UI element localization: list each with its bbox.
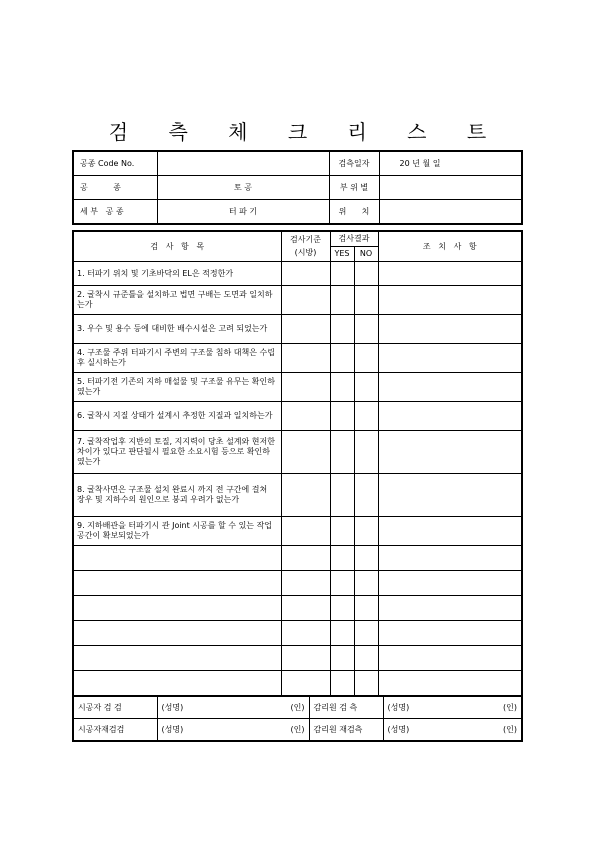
info-row-code [73,151,522,176]
no-cell[interactable] [354,474,378,517]
info-row-detail-type [73,200,522,225]
inspection-date-label: 검측일자 [329,151,379,176]
part-value[interactable] [379,176,522,200]
yes-cell[interactable] [330,571,354,596]
yes-cell[interactable] [330,474,354,517]
name-label: (성명) [161,724,184,734]
no-cell[interactable] [354,571,378,596]
checklist-row [73,546,522,571]
signature-row [73,719,522,742]
checklist-item-text: 8. 굴착사면은 구조물 설치 완료시 까지 전 구간에 걸쳐 장우 및 지하수의 원인으로 붕괴 우려가 없는가 [73,474,281,517]
no-cell[interactable] [354,517,378,546]
header-result: 검사결과 [330,231,378,247]
checklist-item-text [73,621,281,646]
checklist-item-text: 4. 구조물 주위 터파기시 주변의 구조물 침하 대책은 수립후 실시하는가 [73,344,281,373]
checklist-item-text: 6. 굴착시 지질 상태가 설계시 추정한 지질과 일치하는가 [73,402,281,431]
work-type-label: 공 종 [73,176,157,200]
action-cell[interactable] [378,373,522,402]
yes-cell[interactable] [330,344,354,373]
yes-cell[interactable] [330,373,354,402]
standard-cell[interactable] [281,431,330,474]
action-cell[interactable] [378,344,522,373]
standard-cell[interactable] [281,596,330,621]
action-cell[interactable] [378,596,522,621]
standard-cell[interactable] [281,646,330,671]
signature-row [73,696,522,719]
seal-label: (인) [290,702,305,712]
standard-cell[interactable] [281,546,330,571]
header-standard [281,231,330,262]
checklist-row [73,402,522,431]
checklist-item-text: 2. 굴착시 규준틀을 설치하고 법면 구배는 도면과 일치하는가 [73,286,281,315]
standard-cell[interactable] [281,571,330,596]
checklist-row [73,621,522,646]
supervisor-inspection-label: 감리원 검 측 [309,696,383,719]
checklist-row [73,262,522,286]
header-item: 검 사 항 목 [73,231,281,262]
supervisor-reinspection-label: 감리원 재검측 [309,719,383,742]
seal-label: (인) [290,724,305,734]
work-type-value[interactable]: 토 공 [157,176,329,200]
standard-cell[interactable] [281,621,330,646]
checklist-row [73,671,522,697]
header-standard-sub: (시방) [294,248,317,257]
action-cell[interactable] [378,646,522,671]
detail-type-label: 세 부 공 종 [73,200,157,225]
checklist-item-text [73,646,281,671]
yes-cell[interactable] [330,517,354,546]
yes-cell[interactable] [330,546,354,571]
no-cell[interactable] [354,286,378,315]
location-label: 위 치 [329,200,379,225]
location-value[interactable] [379,200,522,225]
info-table [72,150,523,225]
no-cell[interactable] [354,546,378,571]
standard-cell[interactable] [281,344,330,373]
checklist-item-text: 9. 지하배관을 터파기시 관 Joint 시공를 할 수 있는 작업 공간이 확보되었는가 [73,517,281,546]
standard-cell[interactable] [281,671,330,697]
yes-cell[interactable] [330,402,354,431]
standard-cell[interactable] [281,517,330,546]
yes-cell[interactable] [330,646,354,671]
code-label: 공종 Code No. [73,151,157,176]
header-yes: YES [330,247,354,262]
name-label: (성명) [387,702,410,712]
action-cell[interactable] [378,571,522,596]
checklist-item-text [73,571,281,596]
inspection-date-value[interactable]: 20 년 월 일 [379,151,522,176]
no-cell[interactable] [354,373,378,402]
header-standard-label: 검사기준 [290,235,321,244]
contractor-reinspection-signature[interactable] [157,719,309,742]
checklist-row [73,571,522,596]
standard-cell[interactable] [281,474,330,517]
supervisor-inspection-signature[interactable] [383,696,522,719]
standard-cell[interactable] [281,315,330,344]
action-cell[interactable] [378,315,522,344]
signature-table [72,695,523,742]
action-cell[interactable] [378,286,522,315]
standard-cell[interactable] [281,373,330,402]
contractor-inspection-label: 시공자 검 검 [73,696,157,719]
checklist-item-text: 7. 굴착작업후 지반의 토질, 지지력이 당초 설계와 현저한 차이가 있다고 판단될시 필요한 소요시험 등으로 확인하였는가 [73,431,281,474]
checklist-row [73,286,522,315]
part-label: 부 위 별 [329,176,379,200]
action-cell[interactable] [378,262,522,286]
standard-cell[interactable] [281,402,330,431]
contractor-inspection-signature[interactable] [157,696,309,719]
supervisor-reinspection-signature[interactable] [383,719,522,742]
action-cell[interactable] [378,431,522,474]
yes-cell[interactable] [330,671,354,697]
name-label: (성명) [161,702,184,712]
no-cell[interactable] [354,344,378,373]
contractor-reinspection-label: 시공자재검검 [73,719,157,742]
page-title: 검 측 체 크 리 스 트 [108,120,504,144]
code-value[interactable] [157,151,329,176]
header-action: 조 치 사 항 [378,231,522,262]
checklist-row [73,517,522,546]
checklist-row [73,646,522,671]
header-no: NO [354,247,378,262]
checklist-row [73,431,522,474]
seal-label: (인) [503,724,517,734]
checklist-row [73,596,522,621]
no-cell[interactable] [354,262,378,286]
action-cell[interactable] [378,517,522,546]
no-cell[interactable] [354,596,378,621]
yes-cell[interactable] [330,262,354,286]
detail-type-value[interactable]: 터 파 기 [157,200,329,225]
action-cell[interactable] [378,402,522,431]
checklist-item-text [73,671,281,697]
no-cell[interactable] [354,671,378,697]
checklist-table [72,230,523,697]
checklist-item-text: 5. 터파기전 기존의 지하 매설물 및 구조물 유무는 확인하였는가 [73,373,281,402]
standard-cell[interactable] [281,286,330,315]
action-cell[interactable] [378,671,522,697]
checklist-row [73,315,522,344]
checklist-header-row [73,231,522,247]
action-cell[interactable] [378,474,522,517]
no-cell[interactable] [354,646,378,671]
checklist-item-text [73,546,281,571]
no-cell[interactable] [354,431,378,474]
name-label: (성명) [387,724,410,734]
seal-label: (인) [503,702,517,712]
checklist-item-text [73,596,281,621]
standard-cell[interactable] [281,262,330,286]
no-cell[interactable] [354,621,378,646]
info-row-work-type [73,176,522,200]
yes-cell[interactable] [330,315,354,344]
yes-cell[interactable] [330,621,354,646]
checklist-row [73,474,522,517]
no-cell[interactable] [354,315,378,344]
checklist-row [73,344,522,373]
checklist-item-text: 1. 터파기 위치 및 기초바닥의 EL은 적정한가 [73,262,281,286]
yes-cell[interactable] [330,286,354,315]
yes-cell[interactable] [330,431,354,474]
action-cell[interactable] [378,621,522,646]
action-cell[interactable] [378,546,522,571]
checklist-row [73,373,522,402]
no-cell[interactable] [354,402,378,431]
checklist-item-text: 3. 우수 및 용수 등에 대비한 배수시설은 고려 되었는가 [73,315,281,344]
yes-cell[interactable] [330,596,354,621]
